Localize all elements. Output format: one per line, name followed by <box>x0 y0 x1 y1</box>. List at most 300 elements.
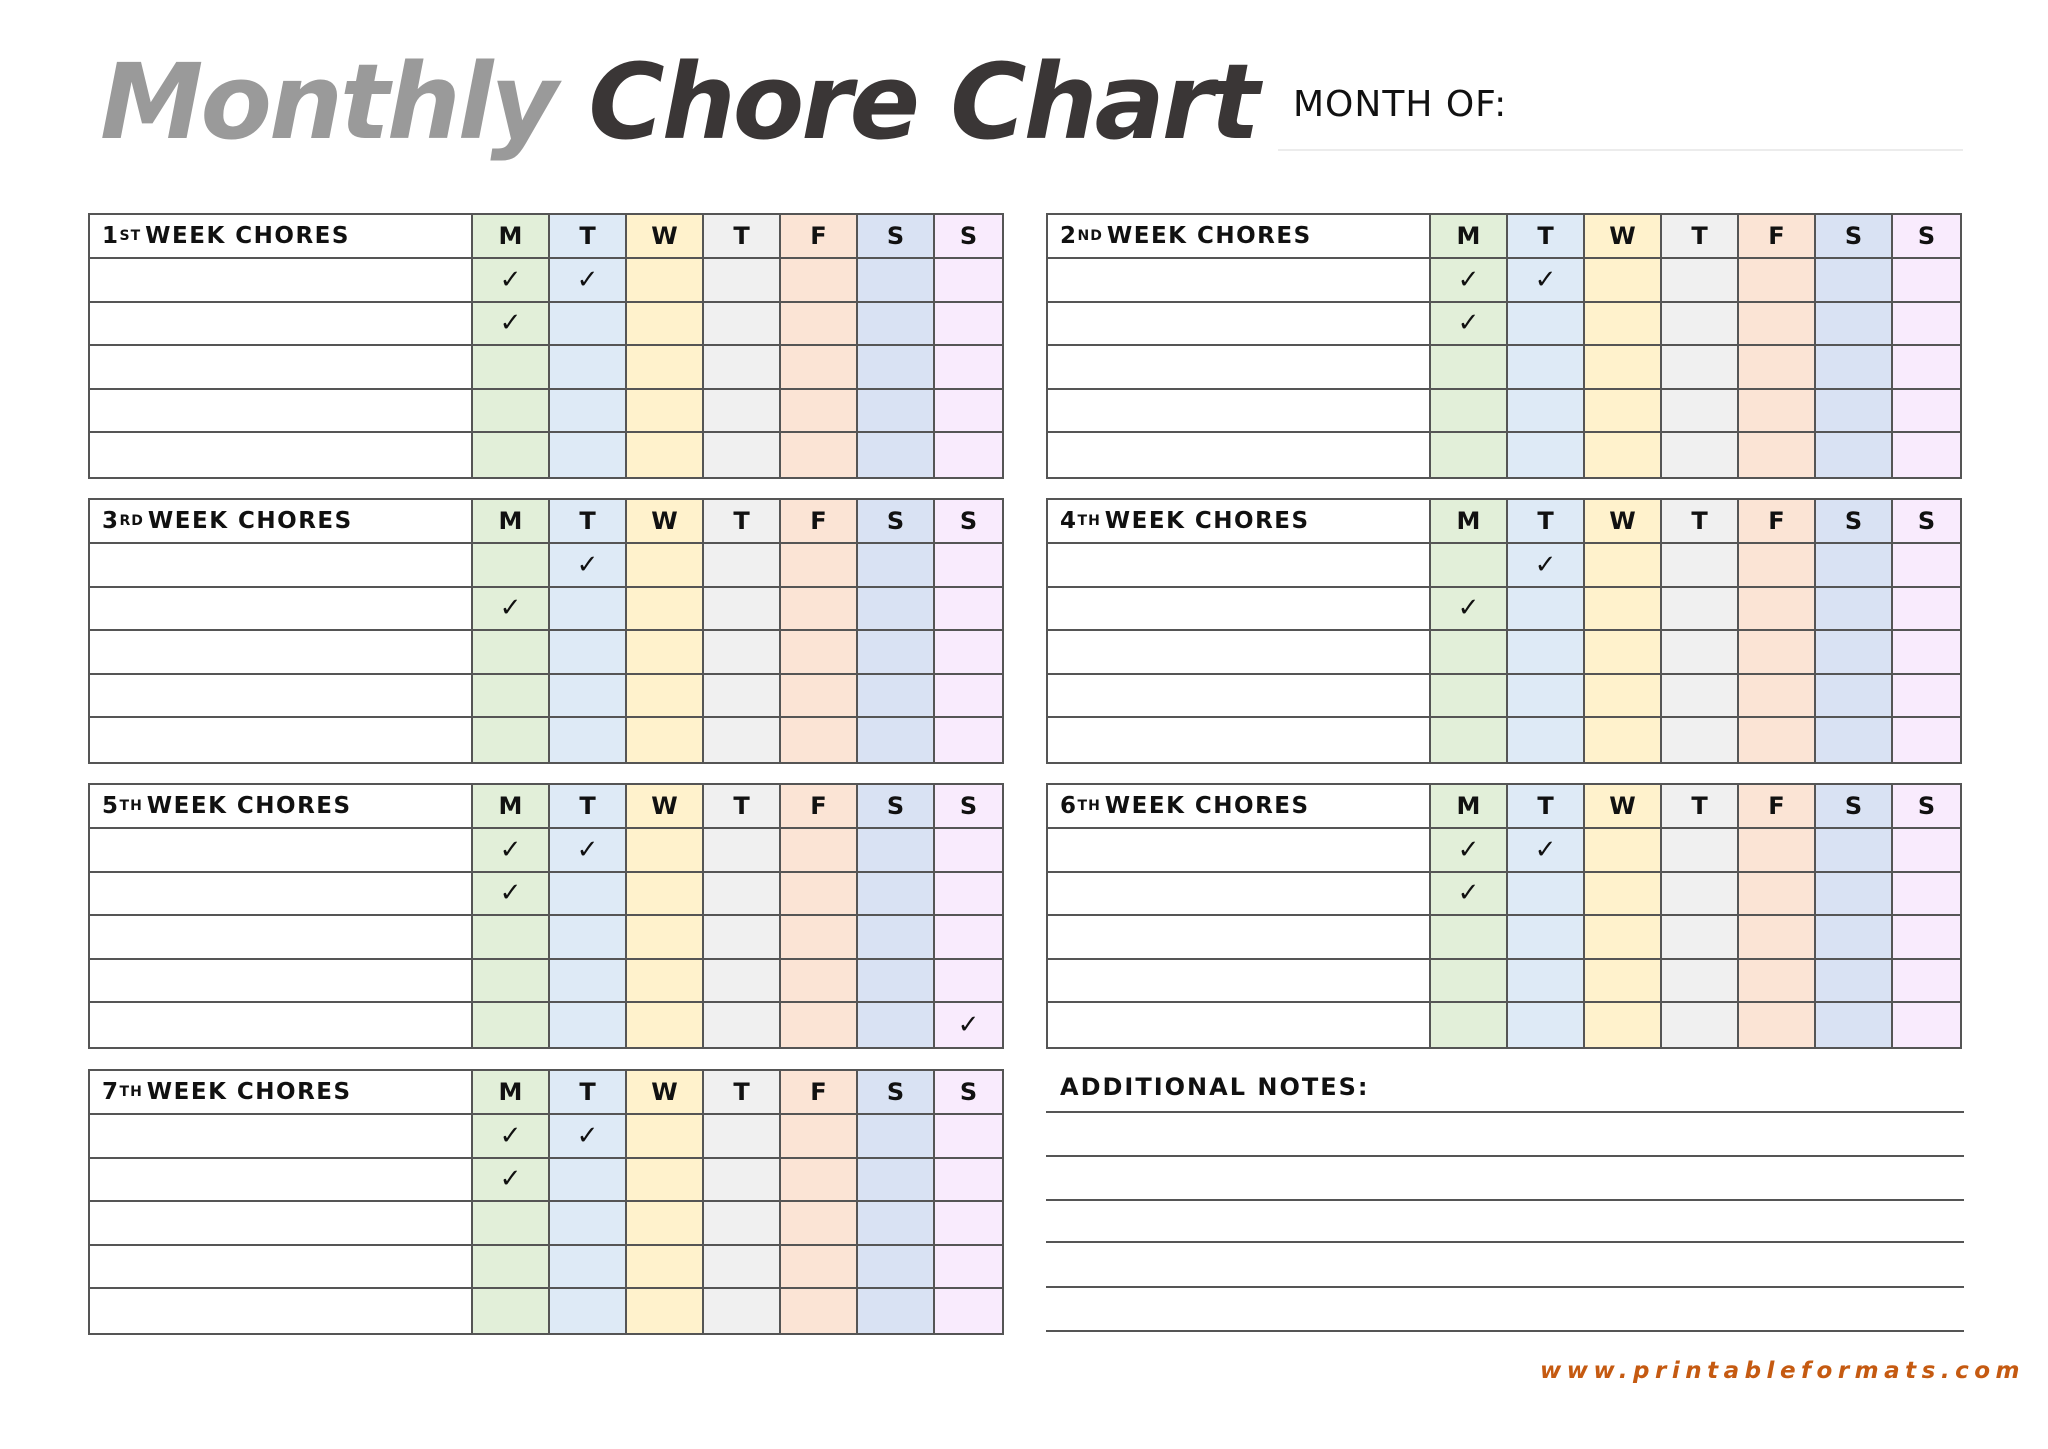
check-cell-friday[interactable] <box>1739 1003 1816 1047</box>
check-cell-thursday[interactable] <box>1662 829 1739 873</box>
check-cell-saturday[interactable] <box>858 631 935 675</box>
check-cell-sunday[interactable] <box>1893 829 1960 873</box>
check-cell-saturday[interactable] <box>1816 916 1893 960</box>
check-cell-friday[interactable] <box>781 1202 858 1246</box>
check-cell-wednesday[interactable] <box>627 1246 704 1290</box>
check-cell-tuesday[interactable] <box>550 675 627 719</box>
check-cell-thursday[interactable] <box>704 829 781 873</box>
check-cell-friday[interactable] <box>1739 631 1816 675</box>
check-cell-monday[interactable] <box>1431 544 1508 588</box>
check-cell-friday[interactable] <box>781 259 858 303</box>
check-cell-wednesday[interactable] <box>1585 259 1662 303</box>
check-cell-wednesday[interactable] <box>1585 588 1662 632</box>
check-cell-monday[interactable] <box>1431 916 1508 960</box>
check-cell-tuesday[interactable] <box>550 631 627 675</box>
check-cell-sunday[interactable] <box>935 1202 1002 1246</box>
check-cell-monday[interactable] <box>1431 829 1508 873</box>
check-cell-wednesday[interactable] <box>1585 346 1662 390</box>
check-cell-monday[interactable] <box>1431 718 1508 762</box>
check-cell-saturday[interactable] <box>858 916 935 960</box>
check-cell-monday[interactable] <box>473 1003 550 1047</box>
check-cell-thursday[interactable] <box>704 675 781 719</box>
check-cell-friday[interactable] <box>1739 390 1816 434</box>
check-cell-wednesday[interactable] <box>1585 916 1662 960</box>
check-cell-tuesday[interactable] <box>1508 675 1585 719</box>
check-cell-thursday[interactable] <box>704 346 781 390</box>
check-cell-monday[interactable] <box>1431 259 1508 303</box>
check-cell-tuesday[interactable] <box>1508 303 1585 347</box>
check-cell-wednesday[interactable] <box>627 433 704 477</box>
check-cell-thursday[interactable] <box>1662 303 1739 347</box>
check-cell-thursday[interactable] <box>704 718 781 762</box>
check-cell-monday[interactable] <box>473 631 550 675</box>
check-cell-monday[interactable] <box>1431 433 1508 477</box>
check-cell-tuesday[interactable] <box>1508 433 1585 477</box>
check-cell-tuesday[interactable] <box>1508 631 1585 675</box>
check-cell-monday[interactable] <box>473 675 550 719</box>
check-cell-tuesday[interactable] <box>550 433 627 477</box>
check-cell-wednesday[interactable] <box>1585 873 1662 917</box>
check-cell-tuesday[interactable] <box>1508 960 1585 1004</box>
check-cell-sunday[interactable] <box>935 631 1002 675</box>
chore-name-field[interactable] <box>90 1115 473 1159</box>
check-cell-thursday[interactable] <box>704 390 781 434</box>
check-cell-saturday[interactable] <box>858 873 935 917</box>
check-cell-saturday[interactable] <box>858 718 935 762</box>
check-cell-saturday[interactable] <box>1816 259 1893 303</box>
check-cell-monday[interactable] <box>473 303 550 347</box>
check-cell-monday[interactable] <box>1431 346 1508 390</box>
check-cell-monday[interactable] <box>473 346 550 390</box>
chore-name-field[interactable] <box>1048 346 1431 390</box>
check-cell-sunday[interactable] <box>1893 544 1960 588</box>
check-cell-monday[interactable] <box>473 1159 550 1203</box>
check-cell-sunday[interactable] <box>1893 433 1960 477</box>
chore-name-field[interactable] <box>90 1246 473 1290</box>
check-cell-friday[interactable] <box>781 588 858 632</box>
check-cell-saturday[interactable] <box>858 259 935 303</box>
chore-name-field[interactable] <box>90 631 473 675</box>
check-cell-friday[interactable] <box>781 1115 858 1159</box>
check-cell-thursday[interactable] <box>1662 916 1739 960</box>
check-cell-saturday[interactable] <box>858 1246 935 1290</box>
check-cell-thursday[interactable] <box>1662 960 1739 1004</box>
week-number: 1 <box>102 223 120 249</box>
day-header-wednesday: W <box>627 785 704 829</box>
day-header-monday: M <box>1431 215 1508 259</box>
check-cell-saturday[interactable] <box>1816 631 1893 675</box>
check-cell-monday[interactable] <box>1431 960 1508 1004</box>
chore-name-field[interactable] <box>1048 588 1431 632</box>
check-cell-friday[interactable] <box>781 1003 858 1047</box>
check-cell-friday[interactable] <box>1739 718 1816 762</box>
chore-name-field[interactable] <box>1048 303 1431 347</box>
check-cell-monday[interactable] <box>473 259 550 303</box>
check-cell-sunday[interactable] <box>935 675 1002 719</box>
check-cell-friday[interactable] <box>781 390 858 434</box>
check-cell-saturday[interactable] <box>858 1003 935 1047</box>
check-cell-monday[interactable] <box>473 1289 550 1333</box>
check-cell-wednesday[interactable] <box>1585 390 1662 434</box>
chore-name-field[interactable] <box>1048 718 1431 762</box>
chore-name-field[interactable] <box>90 718 473 762</box>
chore-name-field[interactable] <box>1048 916 1431 960</box>
check-cell-sunday[interactable] <box>935 346 1002 390</box>
check-cell-sunday[interactable] <box>935 916 1002 960</box>
week-ordinal-suffix: ND <box>1077 228 1103 244</box>
check-cell-tuesday[interactable] <box>1508 916 1585 960</box>
check-cell-sunday[interactable] <box>935 1115 1002 1159</box>
week-number: 4 <box>1060 508 1078 534</box>
check-cell-saturday[interactable] <box>1816 433 1893 477</box>
check-cell-sunday[interactable] <box>935 829 1002 873</box>
check-cell-sunday[interactable] <box>935 433 1002 477</box>
check-cell-saturday[interactable] <box>1816 1003 1893 1047</box>
check-cell-sunday[interactable] <box>1893 346 1960 390</box>
check-cell-tuesday[interactable] <box>550 1115 627 1159</box>
check-cell-friday[interactable] <box>781 873 858 917</box>
check-cell-tuesday[interactable] <box>550 1289 627 1333</box>
chore-name-field[interactable] <box>90 1003 473 1047</box>
check-cell-tuesday[interactable] <box>550 390 627 434</box>
check-cell-tuesday[interactable] <box>550 1246 627 1290</box>
check-cell-monday[interactable] <box>473 1246 550 1290</box>
check-cell-thursday[interactable] <box>704 433 781 477</box>
chore-name-field[interactable] <box>1048 829 1431 873</box>
check-cell-friday[interactable] <box>1739 259 1816 303</box>
check-cell-friday[interactable] <box>781 675 858 719</box>
check-cell-friday[interactable] <box>781 1246 858 1290</box>
check-cell-thursday[interactable] <box>1662 631 1739 675</box>
check-cell-monday[interactable] <box>473 829 550 873</box>
check-cell-friday[interactable] <box>781 631 858 675</box>
check-cell-saturday[interactable] <box>858 544 935 588</box>
check-cell-wednesday[interactable] <box>627 1115 704 1159</box>
check-cell-friday[interactable] <box>781 303 858 347</box>
check-cell-saturday[interactable] <box>1816 544 1893 588</box>
check-cell-friday[interactable] <box>781 1159 858 1203</box>
check-cell-sunday[interactable] <box>1893 675 1960 719</box>
check-cell-tuesday[interactable] <box>1508 390 1585 434</box>
check-cell-monday[interactable] <box>473 718 550 762</box>
check-cell-thursday[interactable] <box>704 960 781 1004</box>
check-cell-wednesday[interactable] <box>1585 718 1662 762</box>
check-cell-thursday[interactable] <box>1662 346 1739 390</box>
check-cell-sunday[interactable] <box>1893 873 1960 917</box>
check-cell-tuesday[interactable] <box>550 960 627 1004</box>
check-cell-friday[interactable] <box>1739 873 1816 917</box>
check-cell-tuesday[interactable] <box>1508 718 1585 762</box>
check-cell-wednesday[interactable] <box>627 1202 704 1246</box>
check-cell-wednesday[interactable] <box>1585 631 1662 675</box>
check-cell-thursday[interactable] <box>1662 259 1739 303</box>
chore-name-field[interactable] <box>90 829 473 873</box>
check-cell-thursday[interactable] <box>704 873 781 917</box>
check-cell-monday[interactable] <box>473 390 550 434</box>
check-cell-saturday[interactable] <box>1816 346 1893 390</box>
chore-name-field[interactable] <box>1048 259 1431 303</box>
check-cell-sunday[interactable] <box>1893 718 1960 762</box>
notes-line[interactable] <box>1046 1155 1964 1157</box>
check-cell-sunday[interactable] <box>935 303 1002 347</box>
check-cell-thursday[interactable] <box>704 1202 781 1246</box>
page-title <box>100 40 1257 165</box>
check-cell-monday[interactable] <box>473 873 550 917</box>
checkmark-icon: ✓ <box>1457 834 1480 865</box>
check-cell-wednesday[interactable] <box>627 916 704 960</box>
check-cell-tuesday[interactable] <box>550 1159 627 1203</box>
check-cell-saturday[interactable] <box>858 588 935 632</box>
notes-line[interactable] <box>1046 1286 1964 1288</box>
check-cell-friday[interactable] <box>781 433 858 477</box>
check-cell-friday[interactable] <box>1739 829 1816 873</box>
notes-line[interactable] <box>1046 1241 1964 1243</box>
check-cell-saturday[interactable] <box>858 1202 935 1246</box>
checkmark-icon: ✓ <box>1457 264 1480 295</box>
check-cell-monday[interactable] <box>1431 588 1508 632</box>
chore-name-field[interactable] <box>90 960 473 1004</box>
check-cell-monday[interactable] <box>1431 631 1508 675</box>
chore-name-field[interactable] <box>1048 675 1431 719</box>
check-cell-monday[interactable] <box>473 916 550 960</box>
notes-line[interactable] <box>1046 1330 1964 1332</box>
check-cell-thursday[interactable] <box>1662 675 1739 719</box>
chore-name-field[interactable] <box>1048 1003 1431 1047</box>
check-cell-tuesday[interactable] <box>550 544 627 588</box>
check-cell-thursday[interactable] <box>1662 433 1739 477</box>
chore-name-field[interactable] <box>90 675 473 719</box>
check-cell-wednesday[interactable] <box>1585 303 1662 347</box>
check-cell-sunday[interactable] <box>1893 631 1960 675</box>
notes-line[interactable] <box>1046 1111 1964 1113</box>
check-cell-friday[interactable] <box>1739 960 1816 1004</box>
check-cell-friday[interactable] <box>781 346 858 390</box>
check-cell-tuesday[interactable] <box>550 346 627 390</box>
check-cell-tuesday[interactable] <box>550 916 627 960</box>
chore-name-field[interactable] <box>90 259 473 303</box>
check-cell-saturday[interactable] <box>858 1289 935 1333</box>
check-cell-wednesday[interactable] <box>1585 1003 1662 1047</box>
chore-name-field[interactable] <box>90 390 473 434</box>
check-cell-sunday[interactable] <box>1893 916 1960 960</box>
chore-name-field[interactable] <box>90 588 473 632</box>
check-cell-friday[interactable] <box>781 718 858 762</box>
check-cell-sunday[interactable] <box>935 588 1002 632</box>
chore-name-field[interactable] <box>90 873 473 917</box>
check-cell-wednesday[interactable] <box>627 588 704 632</box>
check-cell-wednesday[interactable] <box>627 1159 704 1203</box>
check-cell-wednesday[interactable] <box>627 960 704 1004</box>
check-cell-tuesday[interactable] <box>550 718 627 762</box>
check-cell-saturday[interactable] <box>858 390 935 434</box>
check-cell-tuesday[interactable] <box>550 303 627 347</box>
check-cell-saturday[interactable] <box>858 433 935 477</box>
check-cell-sunday[interactable] <box>935 390 1002 434</box>
check-cell-saturday[interactable] <box>1816 675 1893 719</box>
check-cell-friday[interactable] <box>1739 433 1816 477</box>
check-cell-thursday[interactable] <box>704 588 781 632</box>
check-cell-sunday[interactable] <box>935 960 1002 1004</box>
check-cell-sunday[interactable] <box>935 1003 1002 1047</box>
check-cell-friday[interactable] <box>1739 675 1816 719</box>
check-cell-wednesday[interactable] <box>627 303 704 347</box>
check-cell-tuesday[interactable] <box>550 1202 627 1246</box>
check-cell-tuesday[interactable] <box>550 588 627 632</box>
check-cell-friday[interactable] <box>781 960 858 1004</box>
check-cell-tuesday[interactable] <box>550 829 627 873</box>
check-cell-thursday[interactable] <box>704 259 781 303</box>
chore-name-field[interactable] <box>90 303 473 347</box>
check-cell-friday[interactable] <box>1739 588 1816 632</box>
check-cell-saturday[interactable] <box>858 303 935 347</box>
check-cell-tuesday[interactable] <box>1508 873 1585 917</box>
check-cell-saturday[interactable] <box>858 346 935 390</box>
day-header-saturday: S <box>858 785 935 829</box>
check-cell-monday[interactable] <box>1431 873 1508 917</box>
check-cell-tuesday[interactable] <box>1508 829 1585 873</box>
check-cell-saturday[interactable] <box>858 675 935 719</box>
check-cell-monday[interactable] <box>473 433 550 477</box>
check-cell-tuesday[interactable] <box>550 873 627 917</box>
week-ordinal-suffix: TH <box>1077 513 1101 529</box>
check-cell-tuesday[interactable] <box>1508 346 1585 390</box>
chore-name-field[interactable] <box>90 346 473 390</box>
check-cell-wednesday[interactable] <box>627 1289 704 1333</box>
check-cell-monday[interactable] <box>1431 303 1508 347</box>
chore-name-field[interactable] <box>1048 544 1431 588</box>
check-cell-sunday[interactable] <box>1893 390 1960 434</box>
check-cell-monday[interactable] <box>1431 675 1508 719</box>
check-cell-thursday[interactable] <box>704 1289 781 1333</box>
check-cell-tuesday[interactable] <box>1508 1003 1585 1047</box>
chore-name-field[interactable] <box>1048 631 1431 675</box>
check-cell-thursday[interactable] <box>704 1003 781 1047</box>
check-cell-friday[interactable] <box>781 916 858 960</box>
check-cell-wednesday[interactable] <box>627 259 704 303</box>
check-cell-wednesday[interactable] <box>1585 829 1662 873</box>
check-cell-saturday[interactable] <box>858 960 935 1004</box>
check-cell-monday[interactable] <box>1431 390 1508 434</box>
notes-line[interactable] <box>1046 1199 1964 1201</box>
check-cell-saturday[interactable] <box>1816 588 1893 632</box>
check-cell-thursday[interactable] <box>704 1115 781 1159</box>
check-cell-tuesday[interactable] <box>550 259 627 303</box>
check-cell-monday[interactable] <box>473 1202 550 1246</box>
check-cell-monday[interactable] <box>473 588 550 632</box>
check-cell-friday[interactable] <box>1739 346 1816 390</box>
check-cell-sunday[interactable] <box>935 1246 1002 1290</box>
check-cell-friday[interactable] <box>1739 303 1816 347</box>
check-cell-monday[interactable] <box>473 544 550 588</box>
check-cell-saturday[interactable] <box>858 829 935 873</box>
check-cell-tuesday[interactable] <box>1508 588 1585 632</box>
chore-name-field[interactable] <box>1048 873 1431 917</box>
check-cell-thursday[interactable] <box>704 1246 781 1290</box>
check-cell-tuesday[interactable] <box>1508 544 1585 588</box>
chore-name-field[interactable] <box>90 544 473 588</box>
check-cell-sunday[interactable] <box>935 718 1002 762</box>
check-cell-sunday[interactable] <box>1893 1003 1960 1047</box>
check-cell-friday[interactable] <box>1739 916 1816 960</box>
check-cell-sunday[interactable] <box>1893 960 1960 1004</box>
check-cell-saturday[interactable] <box>858 1159 935 1203</box>
check-cell-sunday[interactable] <box>1893 303 1960 347</box>
check-cell-wednesday[interactable] <box>627 544 704 588</box>
check-cell-wednesday[interactable] <box>627 346 704 390</box>
check-cell-wednesday[interactable] <box>627 873 704 917</box>
check-cell-friday[interactable] <box>1739 544 1816 588</box>
chore-name-field[interactable] <box>90 1202 473 1246</box>
check-cell-sunday[interactable] <box>935 873 1002 917</box>
chore-name-field[interactable] <box>1048 390 1431 434</box>
day-header-wednesday: W <box>627 215 704 259</box>
check-cell-saturday[interactable] <box>1816 303 1893 347</box>
check-cell-sunday[interactable] <box>935 1289 1002 1333</box>
check-cell-thursday[interactable] <box>1662 873 1739 917</box>
check-cell-thursday[interactable] <box>1662 588 1739 632</box>
chore-name-field[interactable] <box>90 916 473 960</box>
check-cell-sunday[interactable] <box>935 259 1002 303</box>
check-cell-thursday[interactable] <box>1662 390 1739 434</box>
check-cell-saturday[interactable] <box>1816 873 1893 917</box>
check-cell-thursday[interactable] <box>1662 544 1739 588</box>
check-cell-saturday[interactable] <box>858 1115 935 1159</box>
check-cell-friday[interactable] <box>781 544 858 588</box>
check-cell-saturday[interactable] <box>1816 718 1893 762</box>
week-title <box>90 1071 473 1115</box>
check-cell-wednesday[interactable] <box>627 631 704 675</box>
check-cell-thursday[interactable] <box>704 544 781 588</box>
check-cell-thursday[interactable] <box>704 303 781 347</box>
check-cell-thursday[interactable] <box>704 916 781 960</box>
check-cell-sunday[interactable] <box>935 544 1002 588</box>
check-cell-thursday[interactable] <box>1662 718 1739 762</box>
chore-name-field[interactable] <box>90 433 473 477</box>
check-cell-wednesday[interactable] <box>627 829 704 873</box>
footer-url[interactable]: www.printableformats.com <box>1540 1358 2025 1384</box>
check-cell-friday[interactable] <box>781 829 858 873</box>
chore-name-field[interactable] <box>90 1159 473 1203</box>
check-cell-wednesday[interactable] <box>627 390 704 434</box>
check-cell-sunday[interactable] <box>1893 259 1960 303</box>
check-cell-wednesday[interactable] <box>1585 675 1662 719</box>
check-cell-saturday[interactable] <box>1816 829 1893 873</box>
check-cell-wednesday[interactable] <box>1585 544 1662 588</box>
check-cell-wednesday[interactable] <box>627 675 704 719</box>
check-cell-tuesday[interactable] <box>1508 259 1585 303</box>
check-cell-thursday[interactable] <box>704 1159 781 1203</box>
month-of-field[interactable] <box>1278 149 1963 151</box>
check-cell-monday[interactable] <box>1431 1003 1508 1047</box>
check-cell-monday[interactable] <box>473 1115 550 1159</box>
check-cell-friday[interactable] <box>781 1289 858 1333</box>
check-cell-wednesday[interactable] <box>627 1003 704 1047</box>
chore-name-field[interactable] <box>1048 960 1431 1004</box>
check-cell-wednesday[interactable] <box>627 718 704 762</box>
check-cell-wednesday[interactable] <box>1585 433 1662 477</box>
check-cell-wednesday[interactable] <box>1585 960 1662 1004</box>
check-cell-sunday[interactable] <box>935 1159 1002 1203</box>
check-cell-thursday[interactable] <box>1662 1003 1739 1047</box>
check-cell-thursday[interactable] <box>704 631 781 675</box>
check-cell-monday[interactable] <box>473 960 550 1004</box>
check-cell-saturday[interactable] <box>1816 960 1893 1004</box>
chore-name-field[interactable] <box>1048 433 1431 477</box>
chore-name-field[interactable] <box>90 1289 473 1333</box>
check-cell-sunday[interactable] <box>1893 588 1960 632</box>
check-cell-saturday[interactable] <box>1816 390 1893 434</box>
check-cell-tuesday[interactable] <box>550 1003 627 1047</box>
